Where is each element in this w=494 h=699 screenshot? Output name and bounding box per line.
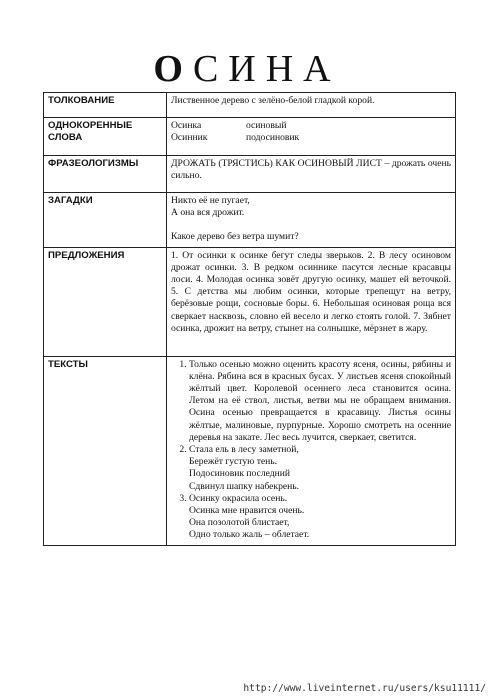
- riddle-line: Никто её не пугает,: [171, 195, 250, 206]
- title-first-letter: О: [153, 48, 193, 90]
- text-item-3: [189, 493, 451, 542]
- poem-line: 3. Осинку окрасила осень.: [189, 492, 288, 504]
- content-frazeologizmy: ДРОЖАТЬ (ТРЯСТИСЬ) КАК ОСИНОВЫЙ ЛИСТ – дрожать очень сильно.: [167, 156, 456, 193]
- content-tolkovanie: Лиственное дерево с зелёно-белой гладкой корой.: [167, 93, 456, 118]
- label-teksty: ТЕКСТЫ: [44, 356, 167, 545]
- row-tolkovanie: [44, 93, 456, 118]
- text-item-1: 1. Только осенью можно оценить красоту ясеня, осины, рябины и клёна. Рябина вся в красных бусах. У листьев ясеня спокойный жёлтый цвет. Королевой осеннего леса становится осина. Летом на её ствол, листья, ветви мы не обращаем внимания. Осина осенью превращается в красавицу. Листья осины жёлтые, малиновые, пурпурные. Хорошо смотреть на осенние деревья на закате. Лес весь лучится, сверкает, светится.: [189, 359, 451, 444]
- row-zagadki: [44, 193, 456, 248]
- content-predlozheniya: 1. От осинки к осинке бегут следы зверьков. 2. В лесу осиновом дрожат осинки. 3. В редком осиннике пасутся лесные красавцы лоси. 4. Молодая осинка зовёт другую осинку, машет ей веточкой. 5. С детства мы любим осинки, которые трепещут на ветру, берёзовые рощи, сосновые боры. 6. Небольшая осиновая роща вся сверкает насквозь, словно ей весело и легко стоять голой. 7. Зябнет осинка, дрожит на ветру, стынет на солнышке, мёрзнет в жару.: [167, 247, 456, 356]
- page-title: [0, 46, 494, 92]
- word: подосиновик: [246, 132, 300, 144]
- poem-line: Бережёт густую тень.: [189, 456, 278, 468]
- riddle-line: Какое дерево без ветра шумит?: [171, 231, 299, 243]
- label-predlozheniya: ПРЕДЛОЖЕНИЯ: [44, 247, 167, 356]
- poem-line: 2. Стала ель в лесу заметной,: [189, 444, 299, 456]
- word: Осинник: [171, 132, 208, 144]
- texts-list: [171, 359, 451, 542]
- source-url: http://www.liveinternet.ru/users/ksu11111/: [243, 683, 486, 694]
- word-pair: [171, 132, 451, 144]
- word: Осинка: [171, 120, 202, 131]
- label-zagadki: ЗАГАДКИ: [44, 193, 167, 248]
- content-odnokorennye: [167, 118, 456, 156]
- label-odnokorennye: ОДНОКОРЕННЫЕ СЛОВА: [44, 118, 167, 156]
- title-rest: СИНА: [192, 48, 341, 90]
- label-tolkovanie: ТОЛКОВАНИЕ: [44, 93, 167, 118]
- row-frazeologizmy: [44, 156, 456, 193]
- row-teksty: [44, 356, 456, 545]
- content-teksty: [167, 356, 456, 545]
- poem-line: Сдвинул шапку набекрень.: [189, 480, 300, 492]
- row-odnokorennye: [44, 118, 456, 156]
- poem-line: Осинка мне нравится очень.: [189, 505, 305, 517]
- text-item-2: [189, 444, 451, 493]
- riddle-line: А она вся дрожит.: [171, 207, 245, 219]
- row-predlozheniya: [44, 247, 456, 356]
- vocabulary-table: [43, 92, 456, 546]
- label-frazeologizmy: ФРАЗЕОЛОГИЗМЫ: [44, 156, 167, 193]
- poem-line: Подосиновик последний: [189, 468, 291, 480]
- word: осиновый: [246, 120, 287, 131]
- poem-line: Одно только жаль – облетает.: [189, 529, 310, 541]
- word-pair: [171, 120, 451, 132]
- content-zagadki: [167, 193, 456, 248]
- poem-line: Она позолотой блистает,: [189, 517, 290, 529]
